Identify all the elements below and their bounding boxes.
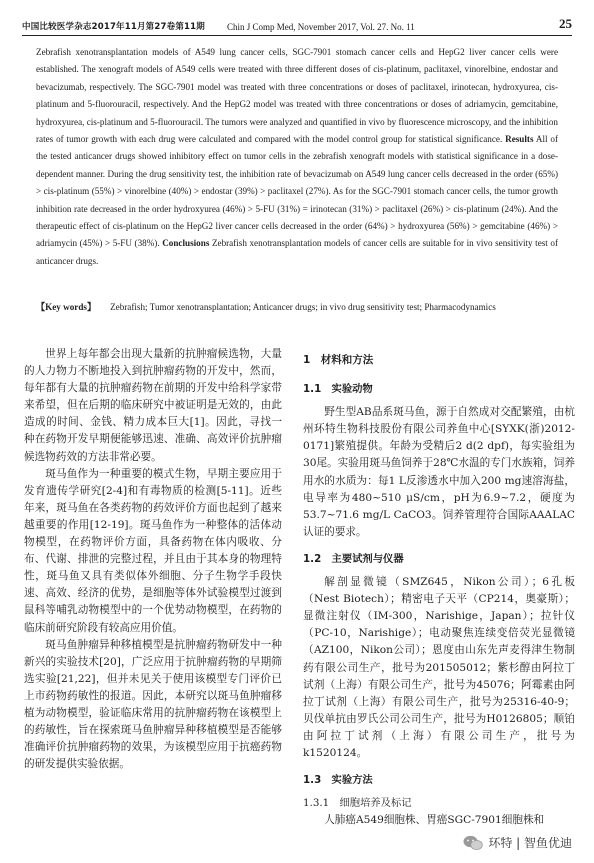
keywords-list: Zebrafish; Tumor xenotransplantation; Anticancer drugs; in vivo drug sensitivity test; Pharmacodynamics xyxy=(110,302,496,312)
results-label: Results xyxy=(505,134,534,145)
journal-title-en: Chin J Comp Med, November 2017, Vol. 27. No. 11 xyxy=(226,22,415,32)
running-header xyxy=(22,10,572,36)
wechat-watermark xyxy=(457,832,578,853)
journal-title-cn: 中国比较医学杂志2017年11月第27卷第11期 xyxy=(22,22,205,32)
abstract-results: All of the tested anticancer drugs showed inhibitory effect on tumor cells in the zebrafish xenograft models with statistical significance in a dose-dependent manner. During the drug sensitivity test, the inhibition rate of bevacizumab on A549 lung cancer cells decreased in the order (65%) > cis-platinum (55%) > vinorelbine (40%) > endostar (39%) > paclitaxel (27%). As for the SGC-7901 stomach cancer cells, the tumor growth inhibition rate decreased in the order hydroxyurea (46%) > 5-FU (31%) = irinotecan (31%) > paclitaxel (26%) > cis-platinum (24%). And the therapeutic effect of cis-platinum on the HepG2 liver cancer cells decreased in the order (64%) > hydroxyurea (56%) > gemcitabine (46%) > adriamycin (45%) > 5-FU (38%). xyxy=(36,134,558,249)
keywords xyxy=(36,299,558,315)
keywords-label: 【Key words】 xyxy=(36,302,97,312)
intro-paragraph-2: 斑马鱼作为一种重要的模式生物，早期主要应用于发育遗传学研究[2-4]和有毒物质的检测[5-11]。近些年来，斑马鱼在各类药物的药效评价方面也起到了越来越重要的作用[12-19]。斑马鱼作为一种整体的活体动物模型，在药物评价方面，具备药物在体内吸收、分布、代谢、排泄的完整过程，并且由于其本身的物理特性，斑马鱼又具有类似体外细胞、分子生物学手段快速、高效、经济的优势，是细胞等体外试验模型过渡到鼠科等哺乳动物模型中的一个优势动物模型，在药物的临床前研究阶段有较高应用价值。 xyxy=(24,467,282,634)
reagents-paragraph: 解剖显微镜（SMZ645，Nikon公司）；6孔板（Nest Biotech）；精密电子天平（CP214，奥豪斯）；显微注射仪（IM-300，Narishige，Japan）；拉针仪（PC-10，Narishige）；电动聚焦连续变倍荧光显微镜（AZ100，Nikon公司）；恩度由山东先声麦得津生物制药有限公司生产，批号为201505012；紫杉醇由阿拉丁试剂（上海）有限公司生产，批号为45076；阿霉素由阿拉丁试剂（上海）有限公司生产，批号为25316-40-9；贝伐单抗由罗氏公司公司生产，批号为H0126805；顺铂由阿拉丁试剂（上海）有限公司生产，批号为k1520124。 xyxy=(303,576,575,759)
cells-paragraph: 人肺癌A549细胞株、胃癌SGC-7901细胞株和 xyxy=(324,814,545,827)
abstract-conclusions: Zebrafish xenotransplantation models of cancer cells are suitable for in vivo sensitivity test of anticancer drugs. xyxy=(36,238,559,266)
subsection-heading-animals: 1.1 实验动物 xyxy=(303,383,373,396)
subsection-heading-methods: 1.3 实验方法 xyxy=(303,774,373,787)
right-column xyxy=(303,352,575,829)
english-abstract xyxy=(36,44,558,270)
subsubsection-heading-cell-culture: 1.3.1 细胞培养及标记 xyxy=(303,797,412,810)
left-column xyxy=(24,346,282,773)
animals-paragraph: 野生型AB品系斑马鱼，源于自然成对交配繁殖，由杭州环特生物科技股份有限公司养鱼中心[SYXK(浙)2012-0171]繁殖提供。年龄为受精后2 d(2 dpf)，每实验组为30尾。实验用斑马鱼饲养于28℃水温的专门水族箱，饲养用水的水质为：每1 L反渗透水中加入200 mg速溶海盐，电导率为480~510 μS/cm，pH为6.9~7.2，硬度为53.7~71.6 mg/L CaCO3。饲养管理符合国际AAALAC认证的要求。 xyxy=(303,406,575,538)
conclusions-label: Conclusions xyxy=(162,238,210,249)
subsection-heading-reagents: 1.2 主要试剂与仪器 xyxy=(303,552,404,565)
watermark-text: 环特 | 智鱼优迪 xyxy=(488,836,572,850)
intro-paragraph-1: 世界上每年都会出现大量新的抗肿瘤候选物，大量的人力物力不断地投入到抗肿瘤药物的开发中，然而，每年都有大量的抗肿瘤药物在前期的开发中给科学家带来希望，但在后期的临床研究中被证明是无效的，由此造成的时间、金钱、精力成本巨大[1]。因此，寻找一种在药物开发早期便能够迅速、准确、高效评价抗肿瘤候选物药效的方法非常必要。 xyxy=(24,348,282,463)
wechat-icon xyxy=(463,835,483,851)
section-heading-methods: 1 材料和方法 xyxy=(303,354,374,366)
page-number: 25 xyxy=(559,16,572,31)
intro-paragraph-3: 斑马鱼肿瘤异种移植模型是抗肿瘤药物研发中一种新兴的实验技术[20]，广泛应用于抗肿瘤药物的早期筛选实验[21,22]，但并未见关于使用该模型专门评价已上市药物药敏性的报道。因此，本研究以斑马鱼肿瘤移植为动物模型，验证临床常用的抗肿瘤药物在该模型上的药敏性，旨在探索斑马鱼肿瘤异种移植模型是否能够准确评价抗肿瘤药物的效果，为该模型应用于抗癌药物的研发提供实验依据。 xyxy=(24,638,282,771)
abstract-methods: Zebrafish xenotransplantation models of A549 lung cancer cells, SGC-7901 stomach cancer cells and HepG2 liver cancer cells were established. The xenograft models of A549 cells were treated with three different doses of cis-platinum, paclitaxel, vinorelbine, endostar and bevacizumab, respectively. The SGC-7901 model was treated with three concentrations or doses of paclitaxel, irinotecan, hydroxyurea, cis-platinum and 5-fluorouracil, respectively. And the HepG2 model was treated with three concentrations or doses of adriamycin, gemcitabine, hydroxyurea, cis-platinum and 5-fluorouracil. The tumors were analyzed and quantified in vivo by fluorescence microscopy, and the inhibition rates of tumor growth with each drug were calculated and compared with the model control group for statistical significance. xyxy=(36,47,558,145)
